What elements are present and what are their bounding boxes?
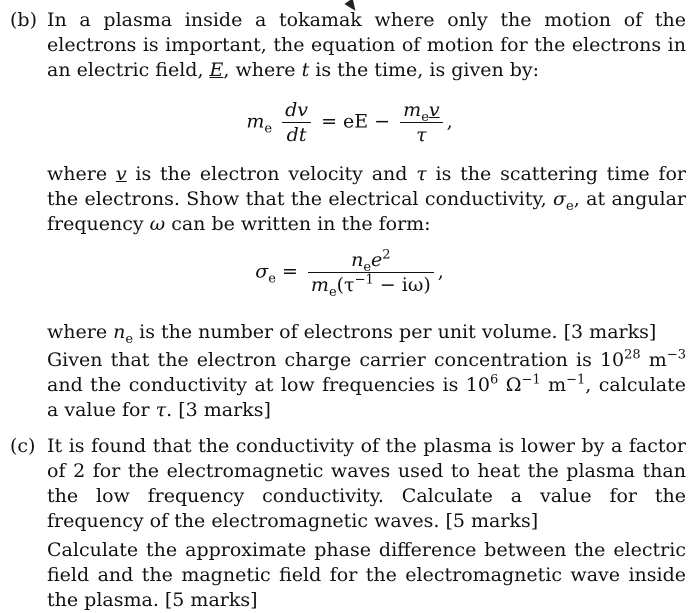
dv-dt-fraction: $\frac{dv}{dt}$ (282, 98, 311, 147)
part-b-para4: Given that the electron charge carrier concentration is $10^{28}$ $m^{-3}$ and the conductivity at low frequencies is $10^6$ $\Omega^{-1}$ $m^{-1}$, calculate a value for τ. [3 marks] (47, 347, 686, 421)
part-b-intro: In a plasma inside a tokamak where only the motion of the electrons is important, the equation of motion for the electrons in an electric field, E, where t is the time, is given by: (47, 9, 686, 81)
part-b-para3: where $n_e$ is the number of electrons per unit volume. [3 marks] (47, 321, 657, 347)
part-b-para2: where v is the electron velocity and τ is the scattering time for the electrons. Show that the electrical conductivity, $\sigma_e$, at angular frequency ω can be written in the form: (47, 163, 686, 235)
conductivity-equation: $\sigma_e$ = $\frac{n_ee^2}{m_e(\tau^{-1} - i\omega)}$ , (255, 247, 444, 300)
time-symbol: t (301, 59, 310, 81)
part-c-para2: Calculate the approximate phase difference between the electric field and the magnetic field for the electromagnetic wave inside the plasma. [5 marks] (47, 539, 686, 611)
equation-of-motion: $m_e$ $\frac{dv}{dt}$ = eE − $\frac{m_ev}{\tau}$ , (246, 99, 453, 146)
part-c-para2-wrap (10, 538, 686, 613)
part-b-label: (b) (10, 9, 37, 31)
electric-field-symbol: E (209, 59, 224, 81)
conductivity-fraction: $\frac{n_ee^2}{m_e(\tau^{-1} - i\omega)}$ (308, 248, 434, 297)
part-c-para1: It is found that the conductivity of the plasma is lower by a factor of 2 for the electromagnetic waves used to heat the plasma than the low frequency conductivity. Calculate a value for the frequency of the electromagnetic waves. [5 marks] (47, 435, 686, 532)
damping-fraction: $\frac{m_ev}{\tau}$ (400, 98, 442, 147)
part-c-label: (c) (10, 435, 36, 457)
part-b (10, 8, 686, 83)
part-c (10, 434, 686, 534)
